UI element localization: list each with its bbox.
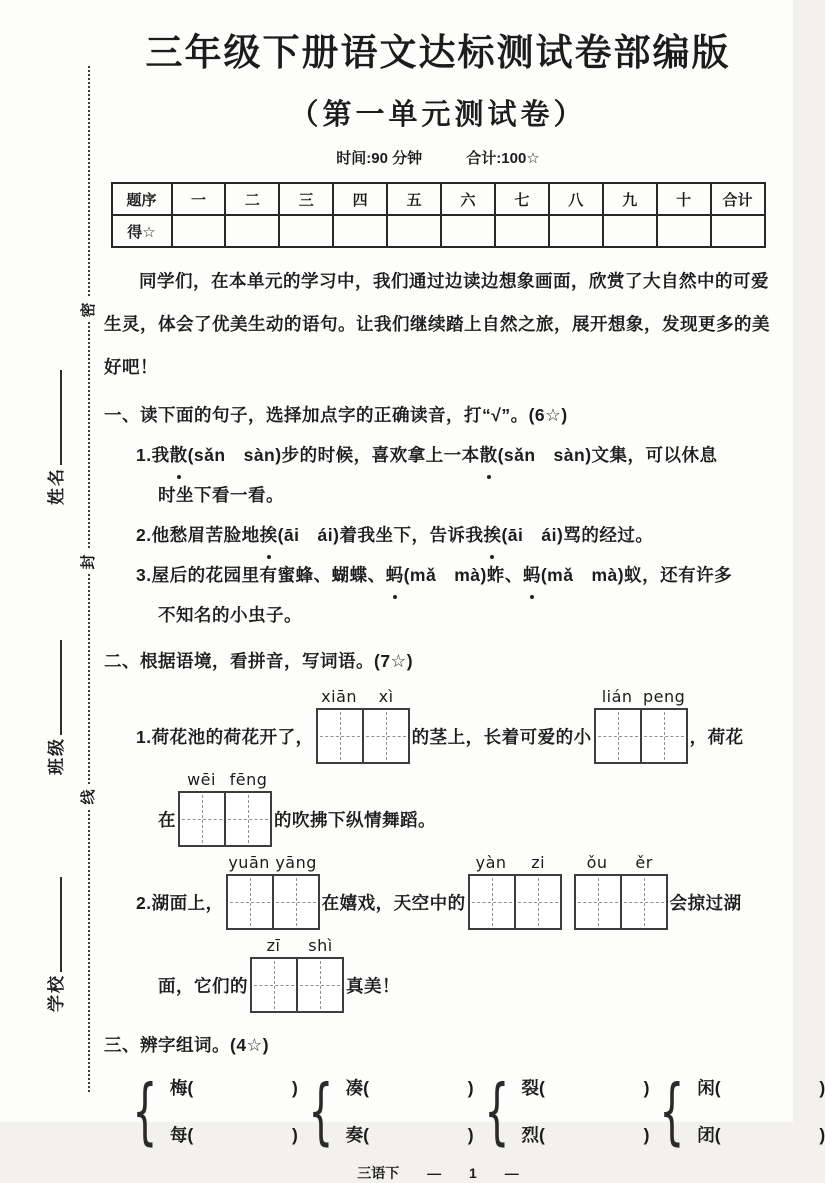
footer-page-number: 1: [469, 1165, 477, 1181]
score-cell[interactable]: [387, 215, 441, 247]
score-cell[interactable]: [441, 215, 495, 247]
school-field-label: 学校: [42, 877, 67, 1012]
section2-line-3: 2.湖面上， yuān yāng 在嬉戏，天空中的 yàn zi ǒu ěr 会掠过湖: [104, 874, 772, 930]
section1-item-2: 2.他愁眉苦脸地挨(āi ái)着我坐下，告诉我挨(āi ái)骂的经过。: [104, 515, 772, 555]
footer-dash: —: [427, 1165, 442, 1181]
compare-row: 凑 ( ): [345, 1078, 474, 1098]
page-title: 三年级下册语文达标测试卷部编版: [145, 32, 731, 73]
score-cell[interactable]: [495, 215, 549, 247]
write-cell[interactable]: [226, 874, 274, 930]
score-cell[interactable]: [549, 215, 603, 247]
compare-row: 梅 ( ): [169, 1078, 298, 1098]
section1-item-3: 3.屋后的花园里有蜜蜂、蝴蝶、蚂(mǎ mà)蚱、蚂(mǎ mà)蚁，还有许多 不知名的小虫子。: [104, 555, 772, 635]
score-cell[interactable]: [711, 215, 765, 247]
pinyin-label: zī shì: [266, 936, 333, 955]
write-cell[interactable]: [516, 874, 562, 930]
score-table-value-row: [112, 215, 765, 247]
class-field-label: 班级: [42, 640, 67, 775]
class-blank-line[interactable]: [60, 640, 62, 735]
dotted-char: 挨: [260, 515, 278, 555]
pinyin-write-box-yanzi[interactable]: [468, 853, 562, 930]
brace-glyph: {: [132, 1069, 158, 1153]
section3-groups: [104, 1069, 825, 1153]
compare-group-3: [474, 1069, 650, 1153]
pinyin-write-box-zishi[interactable]: [250, 936, 344, 1013]
exam-info: [104, 147, 772, 168]
compare-row: 闭 ( ): [697, 1125, 825, 1145]
score-cell[interactable]: [603, 215, 657, 247]
write-cell[interactable]: [298, 957, 344, 1013]
write-cell[interactable]: [316, 708, 364, 764]
compare-row: 闲 ( ): [697, 1078, 825, 1098]
score-header-cell: 五: [387, 183, 441, 215]
dotted-char: 散: [170, 435, 188, 475]
dotted-char: 挨: [483, 515, 501, 555]
section1-item-1: 1.我散(sǎn sàn)步的时候，喜欢拿上一本散(sǎn sàn)文集，可以休息 时坐下看一看。: [104, 435, 772, 515]
page-subtitle: （第一单元测试卷）: [289, 99, 587, 131]
pinyin-label: wēi fēng: [187, 770, 268, 789]
exam-time: 时间:90 分钟: [336, 150, 423, 167]
score-row-label: 得☆: [112, 215, 172, 247]
score-header-cell: 四: [333, 183, 387, 215]
write-cell[interactable]: [250, 957, 298, 1013]
dotted-char: 蚂: [523, 555, 541, 595]
brace-glyph: {: [483, 1069, 510, 1153]
write-cell[interactable]: [226, 791, 272, 847]
score-header-cell: 六: [441, 183, 495, 215]
section2-heading: 二、根据语境，看拼音，写词语。(7☆): [104, 651, 414, 671]
score-header-cell: 三: [279, 183, 333, 215]
score-header-cell: 十: [657, 183, 711, 215]
write-cell[interactable]: [468, 874, 516, 930]
pinyin-write-box-weifeng[interactable]: [178, 770, 272, 847]
dotted-char: 蚂: [386, 555, 404, 595]
seal-dashed-line: [88, 66, 90, 1092]
score-cell[interactable]: [333, 215, 387, 247]
compare-group-4: [649, 1069, 825, 1153]
score-header-cell: 一: [172, 183, 226, 215]
score-header-cell: 八: [549, 183, 603, 215]
brace-glyph: {: [308, 1069, 334, 1153]
score-header-cell: 题序: [112, 183, 172, 215]
write-cell[interactable]: [642, 708, 688, 764]
compare-row: 每 ( ): [169, 1125, 298, 1145]
pinyin-write-box-xianxi[interactable]: [316, 687, 410, 764]
section3-heading: 三、辨字组词。(4☆): [104, 1035, 270, 1055]
score-header-cell: 二: [225, 183, 279, 215]
score-cell[interactable]: [225, 215, 279, 247]
pinyin-label: yuān yāng: [228, 853, 317, 872]
footer-dash: —: [504, 1165, 519, 1181]
pinyin-write-box-lianpeng[interactable]: [594, 687, 688, 764]
score-header-cell: 七: [495, 183, 549, 215]
pinyin-write-box-yuanyang[interactable]: [226, 853, 320, 930]
score-cell[interactable]: [657, 215, 711, 247]
seal-char-xian: 线: [79, 785, 99, 809]
pinyin-label: xiān xì: [321, 687, 394, 706]
exam-total: 合计:100☆: [466, 150, 540, 167]
dotted-char: 散: [480, 435, 498, 475]
seal-char-feng: 封: [79, 550, 99, 574]
compare-group-1: [122, 1069, 298, 1153]
name-blank-line[interactable]: [60, 370, 62, 465]
intro-paragraph: 同学们，在本单元的学习中，我们通过边读边想象画面，欣赏了大自然中的可爱生灵，体会了优美生动的语句。让我们继续踏上自然之旅，展开想象，发现更多的美好吧！: [104, 271, 770, 377]
pinyin-label: yàn zi: [475, 853, 546, 872]
score-header-cell: 九: [603, 183, 657, 215]
page-footer: [104, 1163, 772, 1183]
seal-char-mi: 密: [79, 298, 99, 322]
compare-row: 烈 ( ): [521, 1125, 650, 1145]
school-blank-line[interactable]: [60, 877, 62, 972]
compare-group-2: [298, 1069, 474, 1153]
write-cell[interactable]: [178, 791, 226, 847]
write-cell[interactable]: [364, 708, 410, 764]
compare-row: 裂 ( ): [521, 1078, 650, 1098]
write-cell[interactable]: [274, 874, 320, 930]
section2-line-2: 在 wēi fēng 的吹拂下纵情舞蹈。: [104, 791, 772, 847]
write-cell[interactable]: [574, 874, 622, 930]
write-cell[interactable]: [594, 708, 642, 764]
score-header-cell: 合计: [711, 183, 765, 215]
pinyin-label: lián peng: [601, 687, 686, 706]
score-cell[interactable]: [279, 215, 333, 247]
brace-glyph: {: [659, 1069, 685, 1153]
pinyin-write-box-ouer[interactable]: [574, 853, 668, 930]
score-table-header-row: [112, 183, 765, 215]
compare-row: 奏 ( ): [345, 1125, 474, 1145]
section2-line-1: 1.荷花池的荷花开了， xiān xì 的茎上，长着可爱的小 lián peng ，荷花: [104, 708, 772, 764]
write-cell[interactable]: [622, 874, 668, 930]
pinyin-label: ǒu ěr: [586, 853, 653, 872]
score-cell[interactable]: [172, 215, 226, 247]
section2-line-4: 面，它们的 zī shì 真美！: [104, 957, 772, 1013]
name-field-label: 姓名: [42, 370, 67, 505]
score-table: [111, 182, 766, 248]
footer-book-label: 三语下: [357, 1165, 400, 1181]
section1-heading: 一、读下面的句子，选择加点字的正确读音，打“√”。(6☆): [104, 405, 568, 425]
